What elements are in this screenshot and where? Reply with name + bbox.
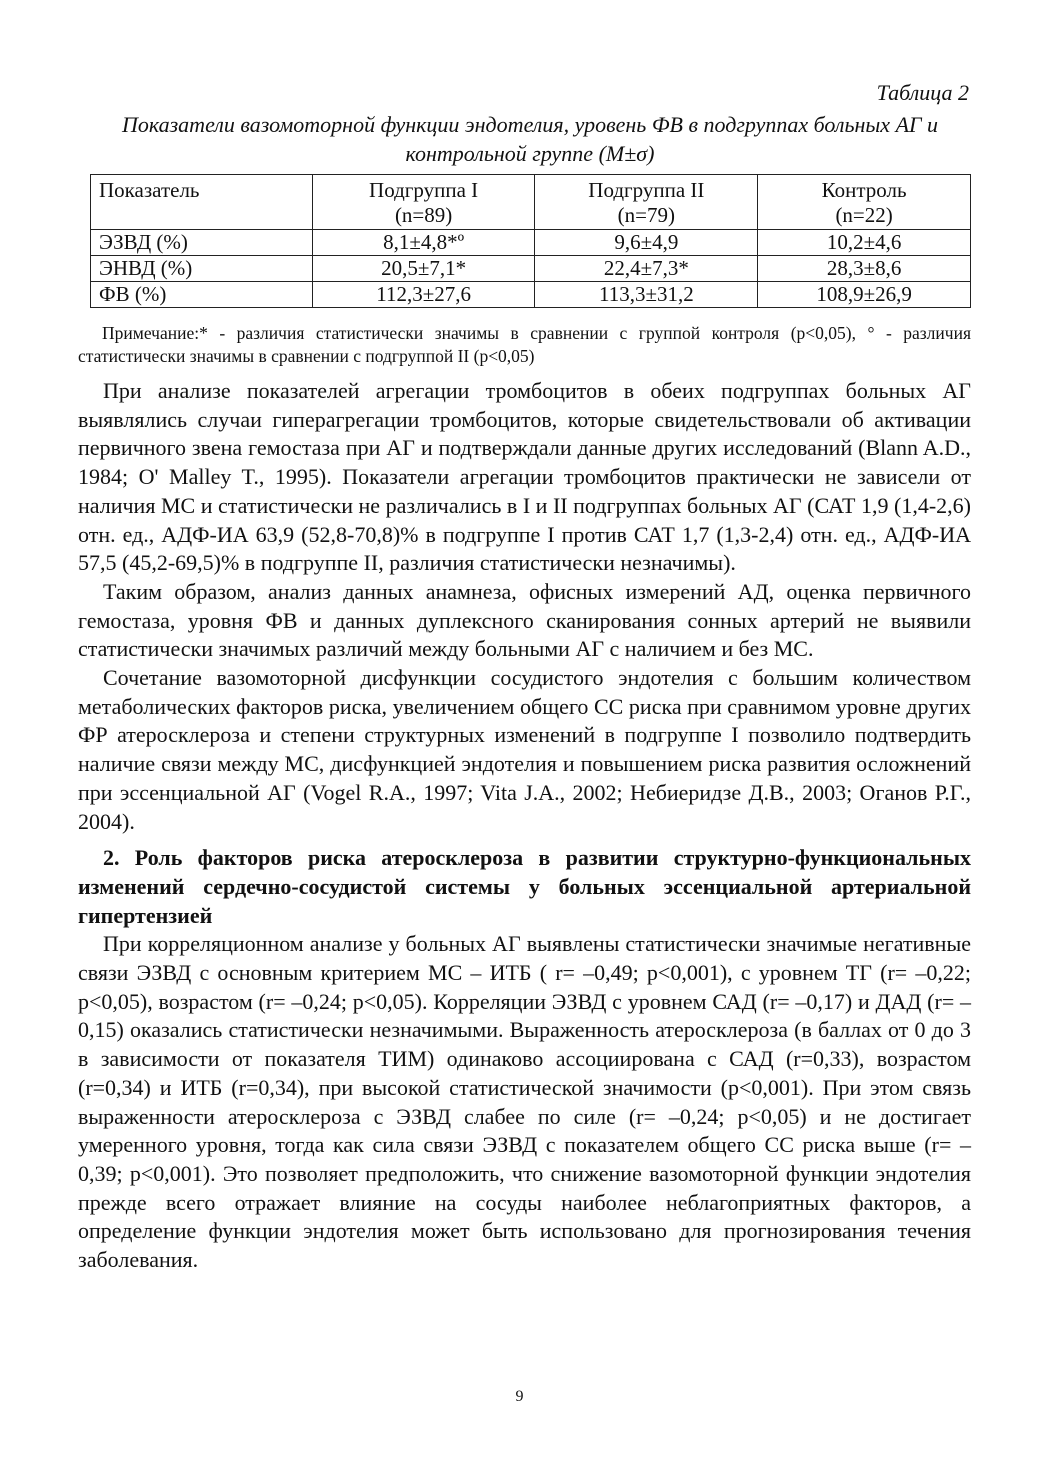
page-number: 9 (515, 1388, 524, 1405)
paragraph: Таким образом, анализ данных анамнеза, офисных измерений АД, оценка первичного гемостаза, уровня ФВ и данных дуплексного сканирования сонных артерий не выявили статистически значимых различий между больными АГ с наличием и без МС. (78, 578, 971, 662)
table-cell: 112,3±27,6 (312, 282, 535, 308)
row-label: ЭНВД (%) (91, 256, 313, 282)
table-cell: 8,1±4,8*º (312, 230, 535, 256)
table-cell: 20,5±7,1* (312, 256, 535, 282)
header-n: (n=22) (835, 203, 893, 227)
header-name: Подгруппа II (588, 178, 705, 202)
table-cell: 28,3±8,6 (758, 256, 971, 282)
table-row (91, 230, 971, 256)
table-row (91, 282, 971, 308)
header-cell-indicator (91, 175, 313, 230)
paragraph: Сочетание вазомоторной дисфункции сосудистого эндотелия с большим количеством метаболических факторов риска, увеличением общего СС риска при сравнимом уровне других ФР атеросклероза и степени структурных изменений в подгруппе I позволило подтвердить наличие связи между МС, дисфункцией эндотелия и повышением риска развития осложнений при эссенциальной АГ (Vogel R.A., 1997; Vita J.A., 2002; Небиеридзе Д.В., 2003; Оганов Р.Г., 2004). (78, 665, 971, 834)
table-note (78, 322, 971, 368)
body-text (78, 377, 971, 1275)
table-cell: 22,4±7,3* (535, 256, 758, 282)
table-note-text: Примечание:* - различия статистически значимы в сравнении с группой контроля (p<0,05), ° - различия статистически значимы в сравнении с подгруппой II (p<0,05) (78, 323, 971, 366)
row-label: ЭЗВД (%) (91, 230, 313, 256)
data-table (90, 174, 971, 308)
table-cell: 108,9±26,9 (758, 282, 971, 308)
header-cell-control (758, 175, 971, 230)
table-label: Таблица 2 (876, 80, 969, 105)
table-row (91, 256, 971, 282)
header-n: (n=89) (394, 203, 453, 227)
table-cell: 10,2±4,6 (758, 230, 971, 256)
header-cell-subgroup-2 (535, 175, 758, 230)
header-cell-subgroup-1 (312, 175, 535, 230)
paragraph: При анализе показателей агрегации тромбоцитов в обеих подгруппах больных АГ выявлялись случаи гиперагрегации тромбоцитов, которые свидетельствовали об активации первичного звена гемостаза при АГ и подтверждали данные других исследований (Blann A.D., 1984; O' Malley T., 1995). Показатели агрегации тромбоцитов практически не зависели от наличия МС и статистически не различались в I и II подгруппах больных АГ (САТ 1,9 (1,4-2,6) отн. ед., АДФ-ИА 63,9 (52,8-70,8)% в подгруппе I против САТ 1,7 (1,3-2,4) отн. ед., АДФ-ИА 57,5 (45,2-69,5)% в подгруппе II, различия статистически незначимы). (78, 378, 971, 576)
table-title: Показатели вазомоторной функции эндотелия, уровень ФВ в подгруппах больных АГ и контрольной группе (M±σ) (121, 112, 939, 166)
table-header-row (91, 175, 971, 230)
table-cell: 113,3±31,2 (535, 282, 758, 308)
table-cell: 9,6±4,9 (535, 230, 758, 256)
section-heading: 2. Роль факторов риска атеросклероза в развитии структурно-функциональных изменений сердечно-сосудистой системы у больных эссенциальной артериальной гипертензией (78, 845, 971, 928)
header-name: Контроль (821, 178, 907, 202)
row-label: ФВ (%) (91, 282, 313, 308)
header-n: (n=79) (617, 203, 676, 227)
header-name: Показатель (99, 178, 200, 202)
paragraph: При корреляционном анализе у больных АГ выявлены статистически значимые негативные связи ЭЗВД с основным критерием МС – ИТБ ( r= –0,49; p<0,001), с уровнем ТГ (r= –0,22; p<0,05), возрастом (r= –0,24; p<0,05). Корреляции ЭЗВД с уровнем САД (r= –0,17) и ДАД (r= –0,15) оказались статистически незначимыми. Выраженность атеросклероза (в баллах от 0 до 3 в зависимости от показателя ТИМ) одинаково ассоциирована с САД (r=0,33), возрастом (r=0,34) и ИТБ (r=0,34), при высокой статистической значимости (p<0,001). При этом связь выраженности атеросклероза с ЭЗВД слабее по силе (r= –0,24; p<0,05) и не достигает умеренного уровня, тогда как сила связи ЭЗВД с показателем общего СС риска выше (r= –0,39; p<0,001). Это позволяет предположить, что снижение вазомоторной функции эндотелия прежде всего отражает влияние на сосуды наиболее неблагоприятных факторов, а определение функции эндотелия может быть использовано для прогнозирования течения заболевания. (78, 931, 971, 1273)
header-name: Подгруппа I (369, 178, 479, 202)
